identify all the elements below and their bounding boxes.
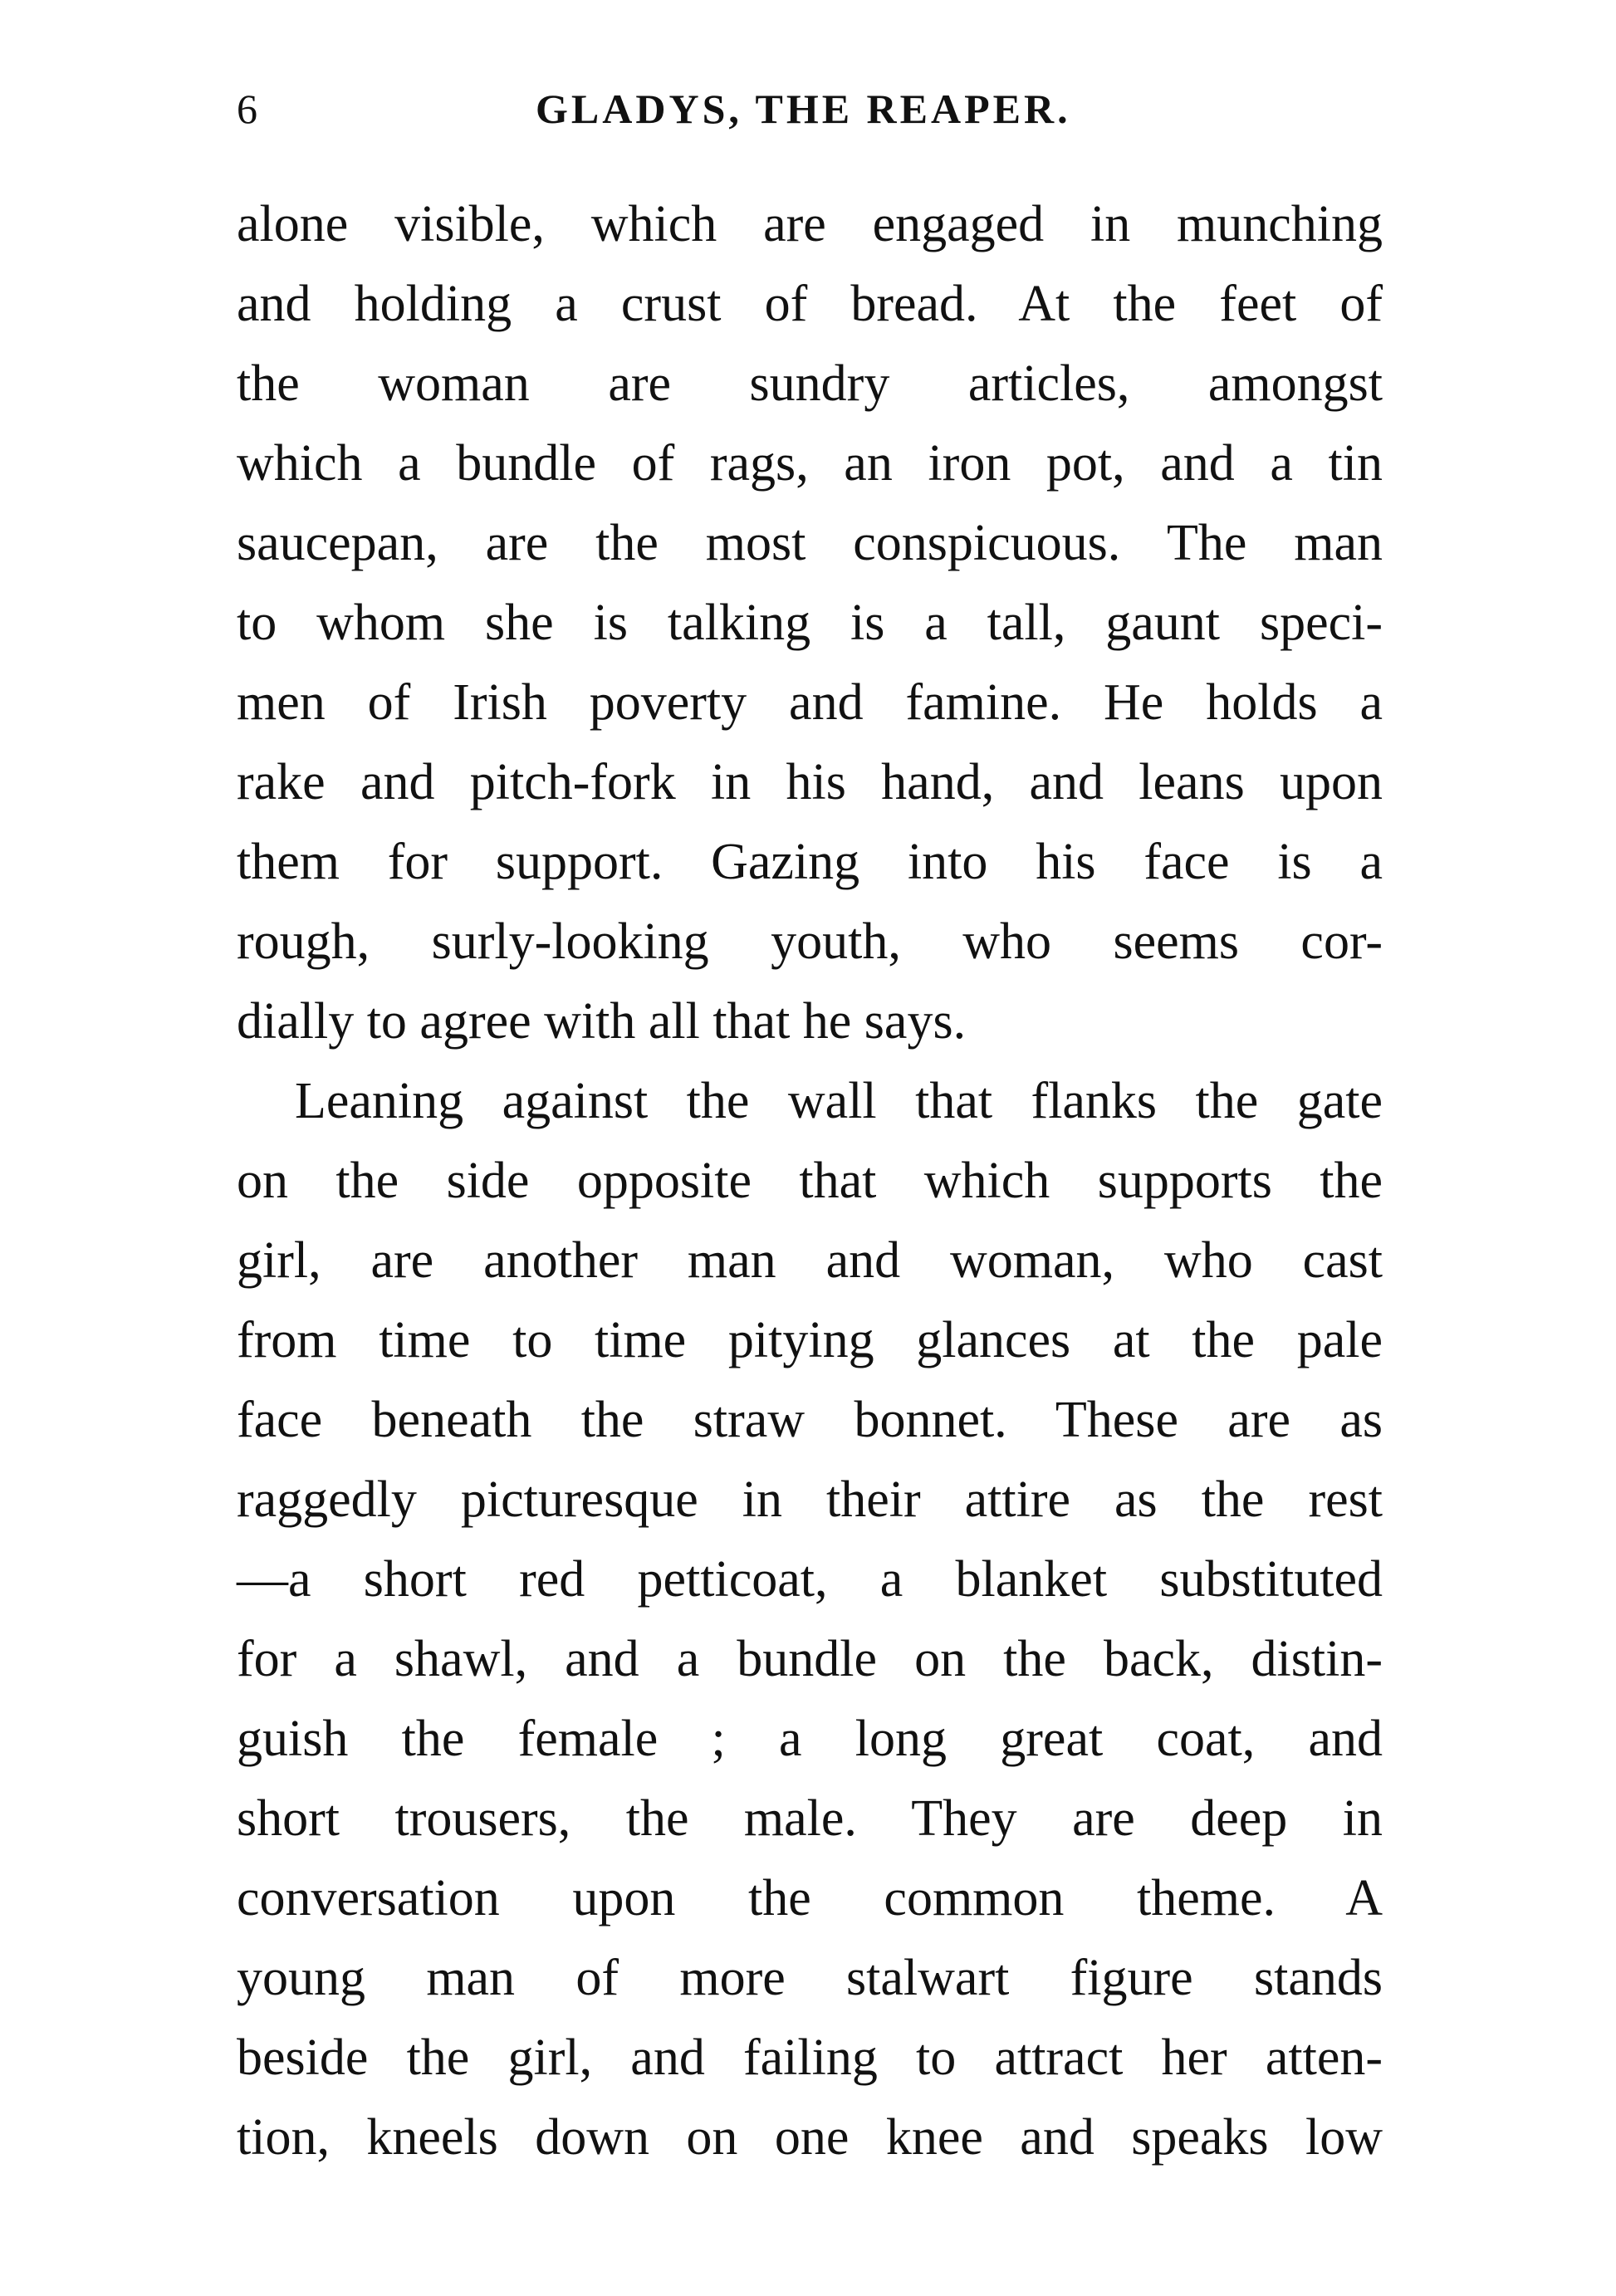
text-line: on the side opposite that which supports the xyxy=(237,1153,1383,1209)
paragraph-2 xyxy=(237,1061,1383,2177)
running-head xyxy=(237,71,1383,146)
text-line: short trousers, the male. They are deep in xyxy=(237,1790,1383,1847)
text-line: rake and pitch-fork in his hand, and leans upon xyxy=(237,754,1383,810)
body-text xyxy=(237,184,1383,2177)
text-line: face beneath the straw bonnet. These are as xyxy=(237,1392,1383,1448)
text-line: conversation upon the common theme. A xyxy=(237,1870,1383,1926)
text-line: and holding a crust of bread. At the feet of xyxy=(237,276,1383,332)
paragraph-1 xyxy=(237,184,1383,1061)
text-line: which a bundle of rags, an iron pot, and a tin xyxy=(237,435,1383,492)
text-line: men of Irish poverty and famine. He holds a xyxy=(237,674,1383,731)
text-line: tion, kneels down on one knee and speaks low xyxy=(237,2109,1383,2166)
text-line: rough, surly-looking youth, who seems cor- xyxy=(237,913,1383,970)
text-line: dially to agree with all that he says. xyxy=(237,993,967,1050)
text-line: from time to time pitying glances at the pale xyxy=(237,1312,1383,1368)
text-line: alone visible, which are engaged in munching xyxy=(237,196,1383,252)
running-title: GLADYS, THE REAPER. xyxy=(536,86,1071,132)
text-line: the woman are sundry articles, amongst xyxy=(237,355,1383,412)
text-line: Leaning against the wall that flanks the gate xyxy=(295,1073,1383,1129)
text-line: girl, are another man and woman, who cast xyxy=(237,1232,1383,1289)
text-line: beside the girl, and failing to attract her atten- xyxy=(237,2029,1383,2086)
text-line: saucepan, are the most conspicuous. The man xyxy=(237,515,1383,571)
text-line: them for support. Gazing into his face is a xyxy=(237,834,1383,890)
text-line: raggedly picturesque in their attire as the rest xyxy=(237,1471,1383,1528)
page-number: 6 xyxy=(237,86,257,132)
text-line: young man of more stalwart figure stands xyxy=(237,1950,1383,2006)
text-line: guish the female ; a long great coat, and xyxy=(237,1711,1383,1767)
text-line: to whom she is talking is a tall, gaunt speci- xyxy=(237,595,1383,651)
text-line: —a short red petticoat, a blanket substituted xyxy=(237,1551,1383,1608)
text-line: for a shawl, and a bundle on the back, distin- xyxy=(237,1631,1383,1687)
